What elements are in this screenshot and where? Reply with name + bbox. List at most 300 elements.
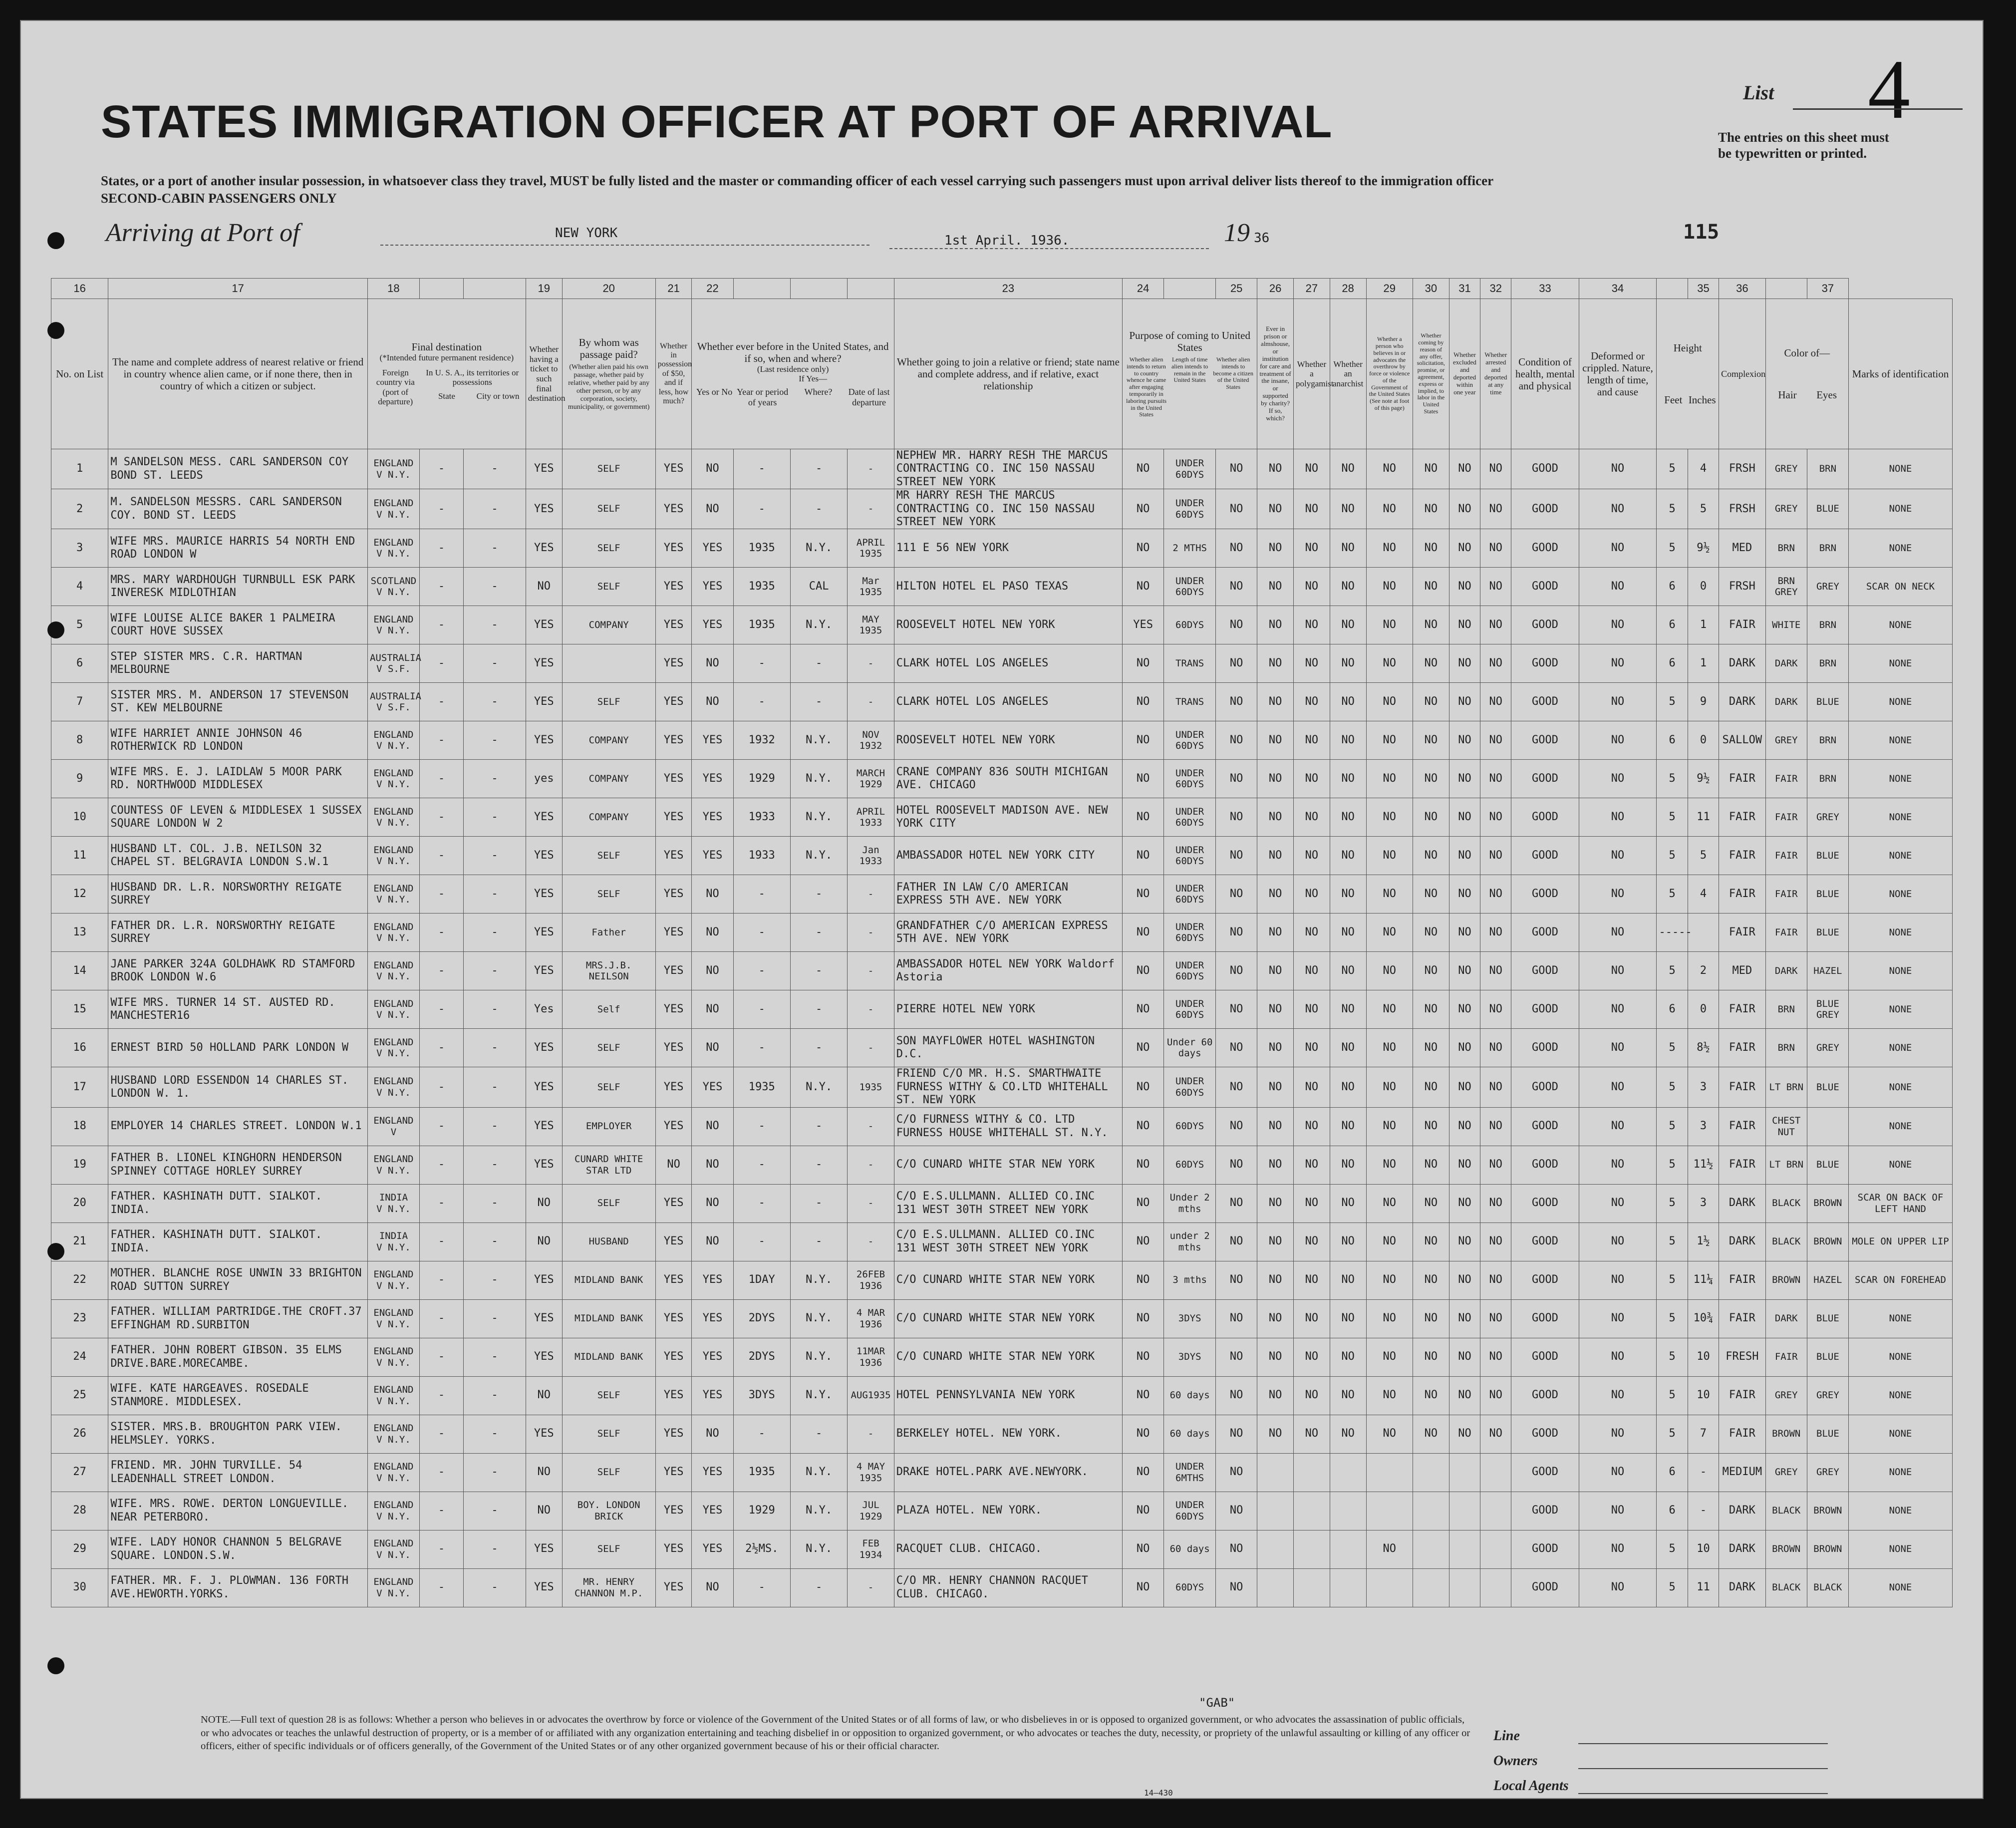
ever-before-cell: NO	[692, 1568, 733, 1607]
port-via: V N.Y.	[376, 932, 411, 944]
state-cell: -	[419, 1453, 463, 1492]
arriving-label: Arriving at Port of	[106, 219, 300, 247]
polygamist-cell: NO	[1294, 1222, 1330, 1261]
port-value: NEW YORK	[555, 226, 618, 241]
country-name: ENGLAND	[373, 883, 414, 894]
overthrow-cell: NO	[1366, 1261, 1413, 1299]
ever-before-cell: YES	[692, 721, 733, 760]
height-inches-cell: 10	[1688, 1338, 1719, 1376]
city-cell: -	[464, 798, 526, 837]
anarchist-cell: NO	[1330, 1029, 1366, 1067]
complexion-cell: FAIR	[1719, 990, 1766, 1029]
anarchist-cell: NO	[1330, 1261, 1366, 1299]
hair-color-cell: LT BRN	[1765, 1146, 1807, 1184]
return-intent-cell: NO	[1123, 683, 1164, 721]
prison-cell: NO	[1257, 1222, 1294, 1261]
eye-color-cell: BRN	[1807, 644, 1848, 683]
country-cell	[367, 489, 419, 529]
year-cell: 1935	[733, 568, 790, 606]
relative-cell: WIFE. MRS. ROWE. DERTON LONGUEVILLE. NEAR PETERBORO.	[108, 1492, 368, 1530]
country-name: ENGLAND	[373, 613, 414, 625]
ticket-cell: NO	[526, 1184, 562, 1222]
note-right-1: The entries on this sheet must	[1718, 130, 1889, 145]
where-cell: N.Y.	[790, 1338, 847, 1376]
return-intent-cell: NO	[1123, 1261, 1164, 1299]
year-cell: -	[733, 1146, 790, 1184]
height-feet-cell: 5	[1657, 1568, 1688, 1607]
complexion-cell: FAIR	[1719, 1146, 1766, 1184]
citizen-intent-cell: NO	[1216, 1530, 1257, 1568]
row-number: 28	[51, 1492, 108, 1530]
year-cell: -	[733, 990, 790, 1029]
overthrow-cell: NO	[1366, 1376, 1413, 1415]
where-cell: -	[790, 1029, 847, 1067]
state-cell: -	[419, 1029, 463, 1067]
complexion-cell: FAIR	[1719, 1376, 1766, 1415]
departure-cell: -	[848, 1146, 894, 1184]
where-cell: N.Y.	[790, 1261, 847, 1299]
year-cell: -	[733, 875, 790, 914]
labor-offer-cell: NO	[1413, 798, 1449, 837]
marks-cell: NONE	[1848, 1029, 1952, 1067]
header-state: State	[438, 391, 455, 401]
column-number: 27	[1294, 279, 1330, 299]
where-cell: N.Y.	[790, 1067, 847, 1107]
complexion-cell: FAIR	[1719, 837, 1766, 875]
overthrow-cell: NO	[1366, 1107, 1413, 1146]
departure-cell: -	[848, 489, 894, 529]
length-stay-cell: UNDER 60DYS	[1164, 489, 1216, 529]
ticket-cell: YES	[526, 1107, 562, 1146]
health-cell: GOOD	[1511, 721, 1579, 760]
relative-cell: FATHER. KASHINATH DUTT. SIALKOT. INDIA.	[108, 1184, 368, 1222]
port-via: V N.Y.	[376, 1241, 411, 1253]
relative-cell: WIFE LOUISE ALICE BAKER 1 PALMEIRA COURT HOVE SUSSEX	[108, 606, 368, 644]
row-number: 17	[51, 1067, 108, 1107]
anarchist-cell: NO	[1330, 606, 1366, 644]
year-cell: -	[733, 1415, 790, 1453]
length-stay-cell: UNDER 60DYS	[1164, 568, 1216, 606]
deported-cell: NO	[1480, 1107, 1511, 1146]
height-inches-cell: 8½	[1688, 1029, 1719, 1067]
row-number: 1	[51, 449, 108, 489]
labor-offer-cell	[1413, 1453, 1449, 1492]
departure-cell: -	[848, 1029, 894, 1067]
row-number: 27	[51, 1453, 108, 1492]
row-number: 22	[51, 1261, 108, 1299]
ticket-cell: NO	[526, 1222, 562, 1261]
ticket-cell: YES	[526, 449, 562, 489]
ever-before-cell: YES	[692, 1530, 733, 1568]
state-cell: -	[419, 644, 463, 683]
health-cell: GOOD	[1511, 1415, 1579, 1453]
overthrow-cell: NO	[1366, 683, 1413, 721]
deformed-cell: NO	[1579, 1222, 1657, 1261]
height-inches-cell: -	[1688, 1492, 1719, 1530]
overthrow-cell: NO	[1366, 489, 1413, 529]
joining-cell: C/O MR. HENRY CHANNON RACQUET CLUB. CHICAGO.	[894, 1568, 1122, 1607]
excluded-cell: NO	[1449, 1222, 1480, 1261]
prison-cell: NO	[1257, 952, 1294, 990]
polygamist-cell: NO	[1294, 1376, 1330, 1415]
relative-cell: WIFE. KATE HARGEAVES. ROSEDALE STANMORE. MIDDLESEX.	[108, 1376, 368, 1415]
labor-offer-cell: NO	[1413, 990, 1449, 1029]
where-cell: -	[790, 990, 847, 1029]
length-stay-cell: UNDER 60DYS	[1164, 875, 1216, 914]
table-row	[51, 990, 1953, 1029]
ever-before-cell: NO	[692, 952, 733, 990]
country-name: ENGLAND	[373, 1115, 414, 1126]
excluded-cell: NO	[1449, 449, 1480, 489]
polygamist-cell: NO	[1294, 1299, 1330, 1338]
prison-cell: NO	[1257, 1184, 1294, 1222]
country-name: ENGLAND	[373, 457, 414, 469]
country-cell	[367, 1222, 419, 1261]
row-number: 12	[51, 875, 108, 914]
deported-cell: NO	[1480, 875, 1511, 914]
joining-cell: CLARK HOTEL LOS ANGELES	[894, 644, 1122, 683]
citizen-intent-cell: NO	[1216, 721, 1257, 760]
excluded-cell: NO	[1449, 1146, 1480, 1184]
labor-offer-cell: NO	[1413, 1415, 1449, 1453]
polygamist-cell: NO	[1294, 1261, 1330, 1299]
port-via: V N.Y.	[376, 1165, 411, 1176]
prison-cell	[1257, 1453, 1294, 1492]
polygamist-cell: NO	[1294, 837, 1330, 875]
departure-cell: -	[848, 1568, 894, 1607]
row-number: 5	[51, 606, 108, 644]
complexion-cell: FRSH	[1719, 489, 1766, 529]
passage-paid-cell: EMPLOYER	[562, 1107, 655, 1146]
departure-cell: 26FEB 1936	[848, 1261, 894, 1299]
polygamist-cell: NO	[1294, 1146, 1330, 1184]
deported-cell: NO	[1480, 1184, 1511, 1222]
table-row	[51, 644, 1953, 683]
health-cell: GOOD	[1511, 1492, 1579, 1530]
departure-cell: JUL 1929	[848, 1492, 894, 1530]
fifty-dollars-cell: YES	[655, 875, 692, 914]
ever-before-cell: YES	[692, 1492, 733, 1530]
manifest-table	[51, 278, 1953, 1607]
anarchist-cell: NO	[1330, 1222, 1366, 1261]
table-row	[51, 875, 1953, 914]
anarchist-cell: NO	[1330, 952, 1366, 990]
fifty-dollars-cell: YES	[655, 990, 692, 1029]
overthrow-cell: NO	[1366, 449, 1413, 489]
excluded-cell: NO	[1449, 990, 1480, 1029]
country-name: ENGLAND	[373, 537, 414, 548]
ticket-cell: NO	[526, 568, 562, 606]
complexion-cell: FRSH	[1719, 568, 1766, 606]
eye-color-cell: BLUE	[1807, 914, 1848, 952]
excluded-cell	[1449, 1530, 1480, 1568]
city-cell: -	[464, 990, 526, 1029]
table-row	[51, 721, 1953, 760]
country-name: ENGLAND	[373, 959, 414, 971]
marks-cell: NONE	[1848, 1530, 1952, 1568]
height-inches-cell: 0	[1688, 721, 1719, 760]
deformed-cell: NO	[1579, 1568, 1657, 1607]
anarchist-cell: NO	[1330, 1184, 1366, 1222]
marks-cell: NONE	[1848, 529, 1952, 568]
length-stay-cell: UNDER 60DYS	[1164, 760, 1216, 798]
table-row	[51, 914, 1953, 952]
departure-cell: AUG1935	[848, 1376, 894, 1415]
port-via: V N.Y.	[376, 817, 411, 829]
departure-cell: -	[848, 1184, 894, 1222]
complexion-cell: FAIR	[1719, 606, 1766, 644]
height-inches-cell: 1	[1688, 644, 1719, 683]
marks-cell: SCAR ON FOREHEAD	[1848, 1261, 1952, 1299]
complexion-cell: FAIR	[1719, 875, 1766, 914]
year-cell: 1933	[733, 837, 790, 875]
fifty-dollars-cell: YES	[655, 1222, 692, 1261]
passage-paid-cell: COMPANY	[562, 721, 655, 760]
joining-cell: C/O CUNARD WHITE STAR NEW YORK	[894, 1338, 1122, 1376]
hair-color-cell: FAIR	[1765, 798, 1807, 837]
year-cell: -	[733, 1029, 790, 1067]
ever-before-cell: NO	[692, 990, 733, 1029]
prison-cell	[1257, 1530, 1294, 1568]
departure-cell: NOV 1932	[848, 721, 894, 760]
header-purpose-label: Purpose of coming to United States	[1129, 329, 1250, 353]
column-number	[790, 279, 847, 299]
ticket-cell: YES	[526, 798, 562, 837]
length-stay-cell: 3DYS	[1164, 1299, 1216, 1338]
table-row	[51, 1184, 1953, 1222]
height-feet-cell: 5	[1657, 875, 1688, 914]
health-cell: GOOD	[1511, 1261, 1579, 1299]
prison-cell: NO	[1257, 644, 1294, 683]
health-cell: GOOD	[1511, 1453, 1579, 1492]
polygamist-cell: NO	[1294, 914, 1330, 952]
row-number: 11	[51, 837, 108, 875]
length-stay-cell: TRANS	[1164, 683, 1216, 721]
form-code: 14—430	[1144, 1788, 1173, 1798]
return-intent-cell: NO	[1123, 952, 1164, 990]
deformed-cell: NO	[1579, 1029, 1657, 1067]
return-intent-cell: NO	[1123, 837, 1164, 875]
hair-color-cell: BLACK	[1765, 1492, 1807, 1530]
country-name: ENGLAND	[373, 729, 414, 740]
country-name: AUSTRALIA	[369, 652, 421, 663]
height-inches-cell	[1688, 914, 1719, 952]
fifty-dollars-cell: YES	[655, 1107, 692, 1146]
excluded-cell: NO	[1449, 798, 1480, 837]
height-inches-cell: 2	[1688, 952, 1719, 990]
ticket-cell: Yes	[526, 990, 562, 1029]
port-via: V N.Y.	[376, 894, 411, 906]
height-feet-cell: 5	[1657, 1261, 1688, 1299]
citizen-intent-cell: NO	[1216, 798, 1257, 837]
deported-cell: NO	[1480, 798, 1511, 837]
health-cell: GOOD	[1511, 1184, 1579, 1222]
prison-cell: NO	[1257, 1029, 1294, 1067]
citizen-intent-cell: NO	[1216, 683, 1257, 721]
ever-before-cell: NO	[692, 914, 733, 952]
departure-cell: 4 MAY 1935	[848, 1453, 894, 1492]
city-cell: -	[464, 914, 526, 952]
where-cell: N.Y.	[790, 1299, 847, 1338]
column-number	[1765, 279, 1807, 299]
hair-color-cell: GREY	[1765, 1453, 1807, 1492]
column-number: 32	[1480, 279, 1511, 299]
header-color-label: Color of—	[1784, 346, 1830, 359]
complexion-cell: DARK	[1719, 1568, 1766, 1607]
labor-offer-cell: NO	[1413, 1184, 1449, 1222]
relative-cell: FATHER. JOHN ROBERT GIBSON. 35 ELMS DRIVE.BARE.MORECAMBE.	[108, 1338, 368, 1376]
deformed-cell: NO	[1579, 1338, 1657, 1376]
return-intent-cell: NO	[1123, 644, 1164, 683]
table-row	[51, 1029, 1953, 1067]
row-number: 14	[51, 952, 108, 990]
anarchist-cell: NO	[1330, 529, 1366, 568]
overthrow-cell: NO	[1366, 798, 1413, 837]
ever-before-cell: YES	[692, 1453, 733, 1492]
hair-color-cell: FAIR	[1765, 1338, 1807, 1376]
port-via: V N.Y.	[376, 1203, 411, 1215]
passage-paid-cell: CUNARD WHITE STAR LTD	[562, 1146, 655, 1184]
labor-offer-cell: NO	[1413, 644, 1449, 683]
prison-cell: NO	[1257, 837, 1294, 875]
prison-cell: NO	[1257, 449, 1294, 489]
ticket-cell: YES	[526, 1568, 562, 1607]
header-ever-before-label: Whether ever before in the United States, and if so, when and where?	[697, 340, 889, 364]
column-number: 21	[655, 279, 692, 299]
hair-color-cell: FAIR	[1765, 875, 1807, 914]
country-cell	[367, 1299, 419, 1338]
hair-color-cell: DARK	[1765, 1299, 1807, 1338]
column-number	[1164, 279, 1216, 299]
table-row	[51, 760, 1953, 798]
where-cell: CAL	[790, 568, 847, 606]
marks-cell: NONE	[1848, 644, 1952, 683]
citizen-intent-cell: NO	[1216, 952, 1257, 990]
agents-underline	[1578, 1793, 1828, 1794]
port-via: V N.Y.	[376, 1009, 411, 1021]
labor-offer-cell	[1413, 1568, 1449, 1607]
citizen-intent-cell: NO	[1216, 644, 1257, 683]
state-cell: -	[419, 489, 463, 529]
header-c25: Ever in prison or almshouse, or institution for care and treatment of the insane, or supported by charity? If so, which?	[1257, 299, 1294, 449]
height-inches-cell: 5	[1688, 489, 1719, 529]
deformed-cell: NO	[1579, 1107, 1657, 1146]
fifty-dollars-cell: YES	[655, 449, 692, 489]
eye-color-cell: BROWN	[1807, 1530, 1848, 1568]
prison-cell: NO	[1257, 1261, 1294, 1299]
health-cell: GOOD	[1511, 606, 1579, 644]
health-cell: GOOD	[1511, 798, 1579, 837]
relative-cell: FRIEND. MR. JOHN TURVILLE. 54 LEADENHALL STREET LONDON.	[108, 1453, 368, 1492]
deported-cell: NO	[1480, 837, 1511, 875]
citizen-intent-cell: NO	[1216, 837, 1257, 875]
state-cell: -	[419, 1492, 463, 1530]
header-c28: Whether a person who believes in or advocates the overthrow by force or violence of the Government of the United States (See note at foot of this page)	[1366, 299, 1413, 449]
country-cell	[367, 837, 419, 875]
excluded-cell: NO	[1449, 644, 1480, 683]
polygamist-cell	[1294, 1492, 1330, 1530]
ticket-cell: YES	[526, 489, 562, 529]
overthrow-cell: NO	[1366, 644, 1413, 683]
where-cell: -	[790, 449, 847, 489]
where-cell: N.Y.	[790, 798, 847, 837]
deported-cell	[1480, 1453, 1511, 1492]
height-inches-cell: 5	[1688, 837, 1719, 875]
deformed-cell: NO	[1579, 1184, 1657, 1222]
ever-before-cell: NO	[692, 1184, 733, 1222]
health-cell: GOOD	[1511, 914, 1579, 952]
ticket-cell: YES	[526, 644, 562, 683]
country-cell	[367, 1568, 419, 1607]
state-cell: -	[419, 798, 463, 837]
page-number: 115	[1683, 221, 1720, 244]
anarchist-cell: NO	[1330, 1107, 1366, 1146]
country-name: ENGLAND	[373, 1422, 414, 1434]
country-cell	[367, 1492, 419, 1530]
length-stay-cell: UNDER 60DYS	[1164, 798, 1216, 837]
country-cell	[367, 1453, 419, 1492]
port-via: V S.F.	[376, 702, 411, 713]
header-c26: Whether a polygamist	[1294, 299, 1330, 449]
passage-paid-cell: MR. HENRY CHANNON M.P.	[562, 1568, 655, 1607]
height-inches-cell: 9½	[1688, 529, 1719, 568]
deformed-cell: NO	[1579, 875, 1657, 914]
height-feet-cell: 5	[1657, 1338, 1688, 1376]
complexion-cell: FRESH	[1719, 1338, 1766, 1376]
city-cell: -	[464, 1146, 526, 1184]
ticket-cell: YES	[526, 875, 562, 914]
height-inches-cell: 3	[1688, 1184, 1719, 1222]
height-feet-cell: 6	[1657, 990, 1688, 1029]
prison-cell: NO	[1257, 1415, 1294, 1453]
country-name: ENGLAND	[373, 497, 414, 509]
joining-cell: HILTON HOTEL EL PASO TEXAS	[894, 568, 1122, 606]
deported-cell: NO	[1480, 449, 1511, 489]
complexion-cell: DARK	[1719, 644, 1766, 683]
passage-paid-cell: SELF	[562, 449, 655, 489]
excluded-cell: NO	[1449, 875, 1480, 914]
country-name: ENGLAND	[373, 921, 414, 932]
marks-cell: NONE	[1848, 606, 1952, 644]
prison-cell: NO	[1257, 1338, 1294, 1376]
complexion-cell: FAIR	[1719, 1107, 1766, 1146]
eye-color-cell: BROWN	[1807, 1492, 1848, 1530]
passage-paid-cell: BOY. LONDON BRICK	[562, 1492, 655, 1530]
marks-cell: NONE	[1848, 449, 1952, 489]
health-cell: GOOD	[1511, 952, 1579, 990]
length-stay-cell: UNDER 6MTHS	[1164, 1453, 1216, 1492]
deported-cell: NO	[1480, 1299, 1511, 1338]
anarchist-cell: NO	[1330, 760, 1366, 798]
year-cell: -	[733, 683, 790, 721]
column-number: 23	[894, 279, 1122, 299]
overthrow-cell: NO	[1366, 1338, 1413, 1376]
hair-color-cell: BROWN	[1765, 1261, 1807, 1299]
passage-paid-cell: HUSBAND	[562, 1222, 655, 1261]
table-row	[51, 529, 1953, 568]
height-feet-cell: 5	[1657, 1376, 1688, 1415]
ever-before-cell: NO	[692, 489, 733, 529]
binder-hole	[47, 1657, 64, 1674]
citizen-intent-cell: NO	[1216, 1067, 1257, 1107]
labor-offer-cell: NO	[1413, 449, 1449, 489]
column-number: 37	[1807, 279, 1848, 299]
height-feet-cell: 5	[1657, 1067, 1688, 1107]
city-cell: -	[464, 837, 526, 875]
departure-cell: -	[848, 683, 894, 721]
city-cell: -	[464, 721, 526, 760]
eye-color-cell: HAZEL	[1807, 952, 1848, 990]
